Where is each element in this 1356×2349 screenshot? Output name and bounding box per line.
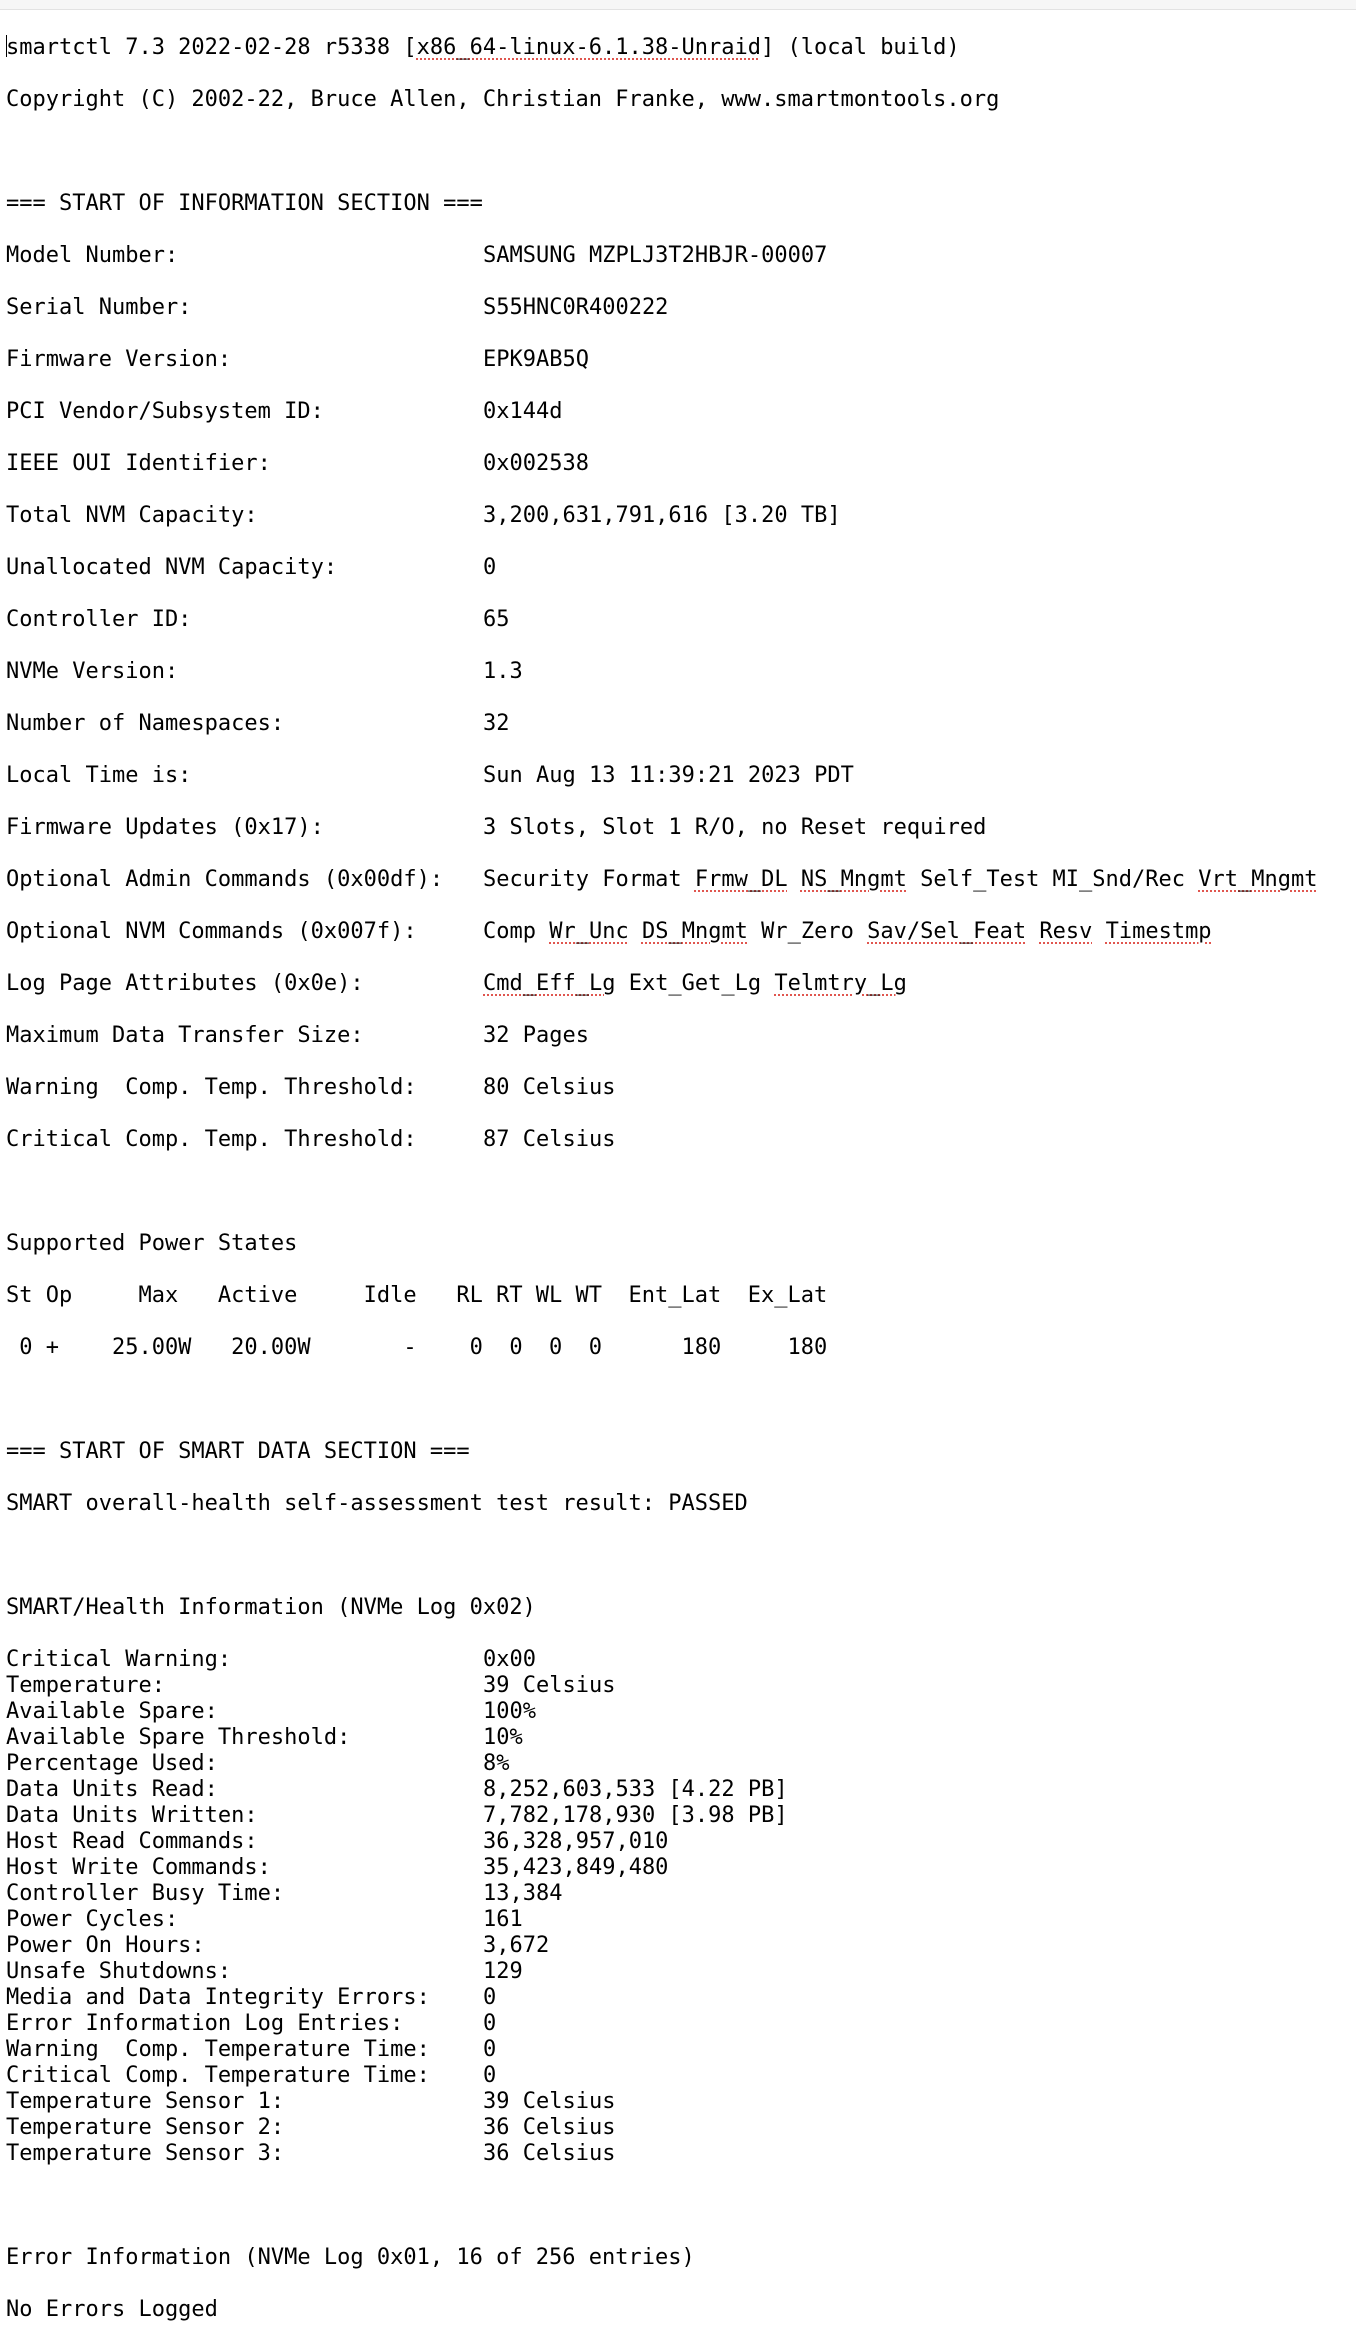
info-value: EPK9AB5Q: [483, 347, 589, 372]
smart-health-row: [6, 1829, 1352, 1855]
smart-health-row: [6, 1699, 1352, 1725]
info-row-firmware-updates: [6, 815, 1352, 841]
error-info-status: No Errors Logged: [6, 2297, 218, 2322]
smart-health-row: [6, 1855, 1352, 1881]
info-value: [1092, 919, 1105, 944]
info-value: Cmd_Eff_Lg: [483, 971, 616, 996]
smart-health-row: [6, 1881, 1352, 1907]
info-label: Critical Comp. Temp. Threshold:: [6, 1127, 417, 1152]
smart-label: Warning Comp. Temperature Time:: [6, 2037, 430, 2062]
smart-label: Power On Hours:: [6, 1933, 205, 1958]
version-text: smartctl 7.3 2022-02-28 r5338 [: [6, 35, 417, 60]
info-label: Number of Namespaces:: [6, 711, 285, 736]
smart-label: Critical Warning:: [6, 1647, 232, 1672]
copyright-line: Copyright (C) 2002-22, Bruce Allen, Christian Franke, www.smartmontools.org: [6, 87, 1000, 112]
smart-health-row: [6, 2063, 1352, 2089]
smart-value: 35,423,849,480: [483, 1855, 669, 1880]
blank-line: [6, 1179, 1352, 1205]
smart-health-row: [6, 2037, 1352, 2063]
info-value: Resv: [1039, 919, 1093, 944]
info-value: 0x002538: [483, 451, 589, 476]
kernel-version-text: x86_64-linux-6.1.38-Unraid: [416, 35, 761, 60]
smart-health-row: [6, 1647, 1352, 1673]
smart-health-row: [6, 2141, 1352, 2167]
blank-line: [6, 1543, 1352, 1569]
smart-label: Media and Data Integrity Errors:: [6, 1985, 430, 2010]
smart-value: 0: [483, 2063, 497, 2088]
info-value: 32 Pages: [483, 1023, 589, 1048]
smart-label: Temperature Sensor 3:: [6, 2141, 285, 2166]
info-label: Optional Admin Commands (0x00df):: [6, 867, 444, 892]
smart-health-row: [6, 1673, 1352, 1699]
smart-label: Unsafe Shutdowns:: [6, 1959, 232, 1984]
info-row-namespaces: [6, 711, 1352, 737]
info-label: Optional NVM Commands (0x007f):: [6, 919, 417, 944]
info-value: 3 Slots, Slot 1 R/O, no Reset required: [483, 815, 987, 840]
smart-overall-result: SMART overall-health self-assessment test result: PASSED: [6, 1491, 748, 1516]
info-value: 80 Celsius: [483, 1075, 616, 1100]
version-line: [6, 35, 1352, 61]
power-states-title: Supported Power States: [6, 1231, 298, 1256]
info-value: [629, 919, 642, 944]
info-label: Maximum Data Transfer Size:: [6, 1023, 364, 1048]
info-label: Model Number:: [6, 243, 179, 268]
info-value: SAMSUNG MZPLJ3T2HBJR-00007: [483, 243, 828, 268]
smart-value: 13,384: [483, 1881, 563, 1906]
info-section-title: === START OF INFORMATION SECTION ===: [6, 191, 483, 216]
smart-health-row: [6, 1907, 1352, 1933]
smart-label: Percentage Used:: [6, 1751, 218, 1776]
smart-label: Available Spare Threshold:: [6, 1725, 351, 1750]
smart-value: 0: [483, 1985, 497, 2010]
info-label: Warning Comp. Temp. Threshold:: [6, 1075, 417, 1100]
smart-value: 0x00: [483, 1647, 536, 1672]
smart-label: Host Write Commands:: [6, 1855, 271, 1880]
info-row-log-page-attrs: [6, 971, 1352, 997]
info-value: Comp: [483, 919, 550, 944]
smart-label: Critical Comp. Temperature Time:: [6, 2063, 430, 2088]
info-value: 65: [483, 607, 510, 632]
smart-value: 129: [483, 1959, 523, 1984]
smart-label: Temperature Sensor 2:: [6, 2115, 285, 2140]
info-row-ieee-oui: [6, 451, 1352, 477]
info-value: 3,200,631,791,616 [3.20 TB]: [483, 503, 841, 528]
info-value: Security Format: [483, 867, 695, 892]
smart-value: 36 Celsius: [483, 2141, 616, 2166]
smart-label: Data Units Read:: [6, 1777, 218, 1802]
smart-health-row: [6, 2011, 1352, 2037]
text-editor-content[interactable]: [6, 9, 1352, 2349]
info-row-total-nvm: [6, 503, 1352, 529]
error-info-title: Error Information (NVMe Log 0x01, 16 of 256 entries): [6, 2245, 695, 2270]
info-value: Sun Aug 13 11:39:21 2023 PDT: [483, 763, 854, 788]
power-states-row: 0 + 25.00W 20.00W - 0 0 0 0 180 180: [6, 1335, 828, 1360]
info-value: 0: [483, 555, 497, 580]
info-value: Vrt_Mngmt: [1198, 867, 1318, 892]
smart-health-title: SMART/Health Information (NVMe Log 0x02): [6, 1595, 536, 1620]
smart-label: Available Spare:: [6, 1699, 218, 1724]
info-value: Sav/Sel_Feat: [867, 919, 1027, 944]
info-value: 1.3: [483, 659, 523, 684]
info-value: Wr_Unc: [549, 919, 629, 944]
info-label: Controller ID:: [6, 607, 192, 632]
info-label: Local Time is:: [6, 763, 192, 788]
info-label: Unallocated NVM Capacity:: [6, 555, 338, 580]
smart-value: 0: [483, 2011, 497, 2036]
smart-section-title: === START OF SMART DATA SECTION ===: [6, 1439, 470, 1464]
power-states-header: St Op Max Active Idle RL RT WL WT Ent_Lat Ex_Lat: [6, 1283, 828, 1308]
smart-health-row: [6, 1985, 1352, 2011]
info-row-nvme-version: [6, 659, 1352, 685]
smart-value: 3,672: [483, 1933, 550, 1958]
info-value: Self_Test MI_Snd/Rec: [906, 867, 1199, 892]
smart-value: 100%: [483, 1699, 536, 1724]
smart-health-row: [6, 1725, 1352, 1751]
info-row-serial: [6, 295, 1352, 321]
smart-value: 39 Celsius: [483, 2089, 616, 2114]
smart-value: 39 Celsius: [483, 1673, 616, 1698]
info-row-local-time: [6, 763, 1352, 789]
smart-health-row: [6, 1933, 1352, 1959]
info-label: Firmware Updates (0x17):: [6, 815, 324, 840]
info-value: Frmw_DL: [694, 867, 788, 892]
info-row-admin-commands: [6, 867, 1352, 893]
info-row-max-transfer: [6, 1023, 1352, 1049]
info-label: Total NVM Capacity:: [6, 503, 258, 528]
smart-health-row: [6, 1803, 1352, 1829]
smart-label: Controller Busy Time:: [6, 1881, 285, 1906]
smart-label: Temperature:: [6, 1673, 165, 1698]
smart-value: 161: [483, 1907, 523, 1932]
info-value: NS_Mngmt: [800, 867, 907, 892]
info-row-firmware: [6, 347, 1352, 373]
info-value: Wr_Zero: [747, 919, 868, 944]
smart-health-row: [6, 2115, 1352, 2141]
info-value: S55HNC0R400222: [483, 295, 669, 320]
info-label: NVMe Version:: [6, 659, 179, 684]
blank-line: [6, 139, 1352, 165]
smart-value: 36,328,957,010: [483, 1829, 669, 1854]
smart-health-row: [6, 1751, 1352, 1777]
smart-health-row: [6, 1777, 1352, 1803]
info-row-critical-temp: [6, 1127, 1352, 1153]
info-value: 0x144d: [483, 399, 563, 424]
smart-label: Host Read Commands:: [6, 1829, 258, 1854]
build-text: ] (local build): [760, 35, 960, 60]
smart-health-row: [6, 2089, 1352, 2115]
info-row-warning-temp: [6, 1075, 1352, 1101]
info-row-model: [6, 243, 1352, 269]
info-value: Telmtry_Lg: [774, 971, 907, 996]
info-row-controller-id: [6, 607, 1352, 633]
smart-health-list: [6, 1647, 1352, 2167]
info-row-unallocated-nvm: [6, 555, 1352, 581]
info-label: IEEE OUI Identifier:: [6, 451, 271, 476]
blank-line: [6, 2193, 1352, 2219]
smart-label: Error Information Log Entries:: [6, 2011, 404, 2036]
info-label: Serial Number:: [6, 295, 192, 320]
info-row-nvm-commands: [6, 919, 1352, 945]
smart-label: Power Cycles:: [6, 1907, 179, 1932]
smart-value: 8,252,603,533 [4.22 PB]: [483, 1777, 788, 1802]
smart-value: 10%: [483, 1725, 523, 1750]
info-label: Firmware Version:: [6, 347, 232, 372]
info-row-pci-vendor: [6, 399, 1352, 425]
smart-health-row: [6, 1959, 1352, 1985]
info-value: Ext_Get_Lg: [615, 971, 775, 996]
info-value: 32: [483, 711, 510, 736]
smart-value: 7,782,178,930 [3.98 PB]: [483, 1803, 788, 1828]
info-value: [788, 867, 801, 892]
info-value: 87 Celsius: [483, 1127, 616, 1152]
smart-label: Temperature Sensor 1:: [6, 2089, 285, 2114]
info-label: PCI Vendor/Subsystem ID:: [6, 399, 324, 424]
smart-value: 8%: [483, 1751, 510, 1776]
info-value: [1026, 919, 1039, 944]
smart-value: 36 Celsius: [483, 2115, 616, 2140]
smart-label: Data Units Written:: [6, 1803, 258, 1828]
smart-value: 0: [483, 2037, 497, 2062]
info-value: Timestmp: [1105, 919, 1212, 944]
info-label: Log Page Attributes (0x0e):: [6, 971, 364, 996]
info-value: DS_Mngmt: [641, 919, 748, 944]
blank-line: [6, 1387, 1352, 1413]
